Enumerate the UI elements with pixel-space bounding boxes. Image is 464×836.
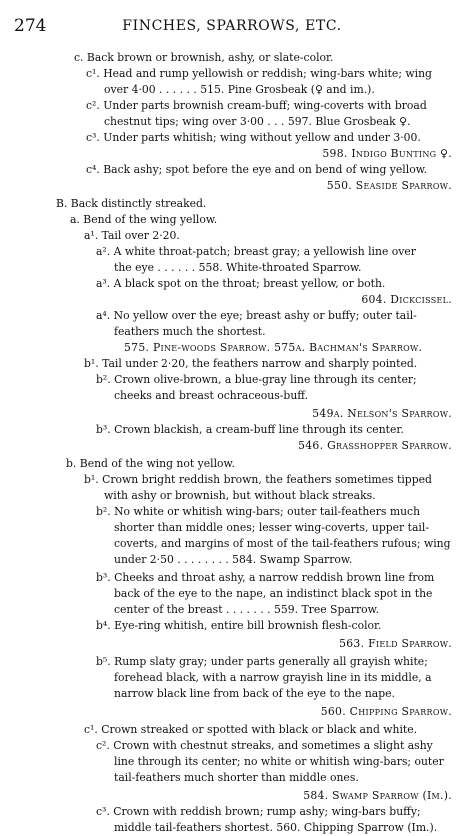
key-line: cheeks and breast ochraceous-buff. <box>114 389 309 402</box>
key-line: coverts, and margins of most of the tail-feathers rufous; wing <box>114 537 451 550</box>
key-line: c¹. Crown streaked or spotted with black or black and white. <box>84 723 418 736</box>
species-name: 550. Seaside Sparrow. <box>326 179 452 192</box>
species-name: 575. Pine-woods Sparrow. 575a. Bachman's Sparrow. <box>124 341 423 354</box>
key-line: c². Crown with chestnut streaks, and sometimes a slight ashy <box>96 739 433 752</box>
key-line: c⁴. Back ashy; spot before the eye and on bend of wing yellow. <box>86 163 428 176</box>
key-line: over 4·00 . . . . . . 515. Pine Grosbeak (♀ and im.). <box>104 83 375 96</box>
key-line: b¹. Crown bright reddish brown, the feathers sometimes tipped <box>84 473 432 486</box>
species-name: 604. Dickcissel. <box>361 293 452 306</box>
key-line: tail-feathers much shorter than middle ones. <box>114 771 359 784</box>
key-line: c³. Crown with reddish brown; rump ashy; wing-bars buffy; <box>96 805 421 818</box>
key-line: under 2·50 . . . . . . . . 584. Swamp Sparrow. <box>114 553 353 566</box>
species-name: 598. Indigo Bunting ♀. <box>322 147 452 160</box>
key-line: a. Bend of the wing yellow. <box>70 213 218 226</box>
key-line: line through its center; no white or whitish wing-bars; outer <box>114 755 444 768</box>
key-line: b³. Cheeks and throat ashy, a narrow reddish brown line from <box>96 571 435 584</box>
key-line: b⁵. Rump slaty gray; under parts generally all grayish white; <box>96 655 428 668</box>
key-line: narrow black line from back of the eye to the nape. <box>114 687 395 700</box>
species-name: 560. Chipping Sparrow. <box>320 705 452 718</box>
key-line: shorter than middle ones; lesser wing-coverts, upper tail- <box>114 521 429 534</box>
key-line: the eye . . . . . . 558. White-throated Sparrow. <box>114 261 362 274</box>
key-line: a¹. Tail over 2·20. <box>84 229 180 242</box>
key-line: b². Crown olive-brown, a blue-gray line through its center; <box>96 373 417 386</box>
key-line: middle tail-feathers shortest. 560. Chipping Sparrow (Im.). <box>114 821 438 834</box>
key-line: c. Back brown or brownish, ashy, or slate-color. <box>74 51 334 64</box>
species-name: 584. Swamp Sparrow (Im.). <box>303 789 452 802</box>
key-line: feathers much the shortest. <box>114 325 266 338</box>
key-line: c². Under parts brownish cream-buff; wing-coverts with broad <box>86 99 427 112</box>
page-number: 274 <box>14 16 47 36</box>
key-line: b⁴. Eye-ring whitish, entire bill brownish flesh-color. <box>96 619 382 632</box>
page-header <box>14 16 450 38</box>
key-line: b. Bend of the wing not yellow. <box>66 457 235 470</box>
key-line: a². A white throat-patch; breast gray; a yellowish line over <box>96 245 416 258</box>
key-line: chestnut tips; wing over 3·00 . . . 597. Blue Grosbeak ♀. <box>104 115 411 128</box>
species-name: 549a. Nelson's Sparrow. <box>312 407 452 420</box>
key-line: b². No white or whitish wing-bars; outer tail-feathers much <box>96 505 421 518</box>
species-name: 563. Field Sparrow. <box>339 637 452 650</box>
key-line: center of the breast . . . . . . . 559. Tree Sparrow. <box>114 603 380 616</box>
key-line: c³. Under parts whitish; wing without yellow and under 3·00. <box>86 131 421 144</box>
key-line: a³. A black spot on the throat; breast yellow, or both. <box>96 277 386 290</box>
running-title: FINCHES, SPARROWS, ETC. <box>122 18 342 34</box>
key-line: c¹. Head and rump yellowish or reddish; wing-bars white; wing <box>86 67 432 80</box>
key-line: b³. Crown blackish, a cream-buff line through its center. <box>96 423 404 436</box>
key-line: b¹. Tail under 2·20, the feathers narrow and sharply pointed. <box>84 357 418 370</box>
key-line: back of the eye to the nape, an indistinct black spot in the <box>114 587 433 600</box>
key-line: forehead black, with a narrow grayish line in its middle, a <box>114 671 432 684</box>
key-line: a⁴. No yellow over the eye; breast ashy or buffy; outer tail- <box>96 309 417 322</box>
key-line: B. Back distinctly streaked. <box>56 197 207 210</box>
key-line: with ashy or brownish, but without black streaks. <box>104 489 376 502</box>
species-name: 546. Grasshopper Sparrow. <box>298 439 452 452</box>
